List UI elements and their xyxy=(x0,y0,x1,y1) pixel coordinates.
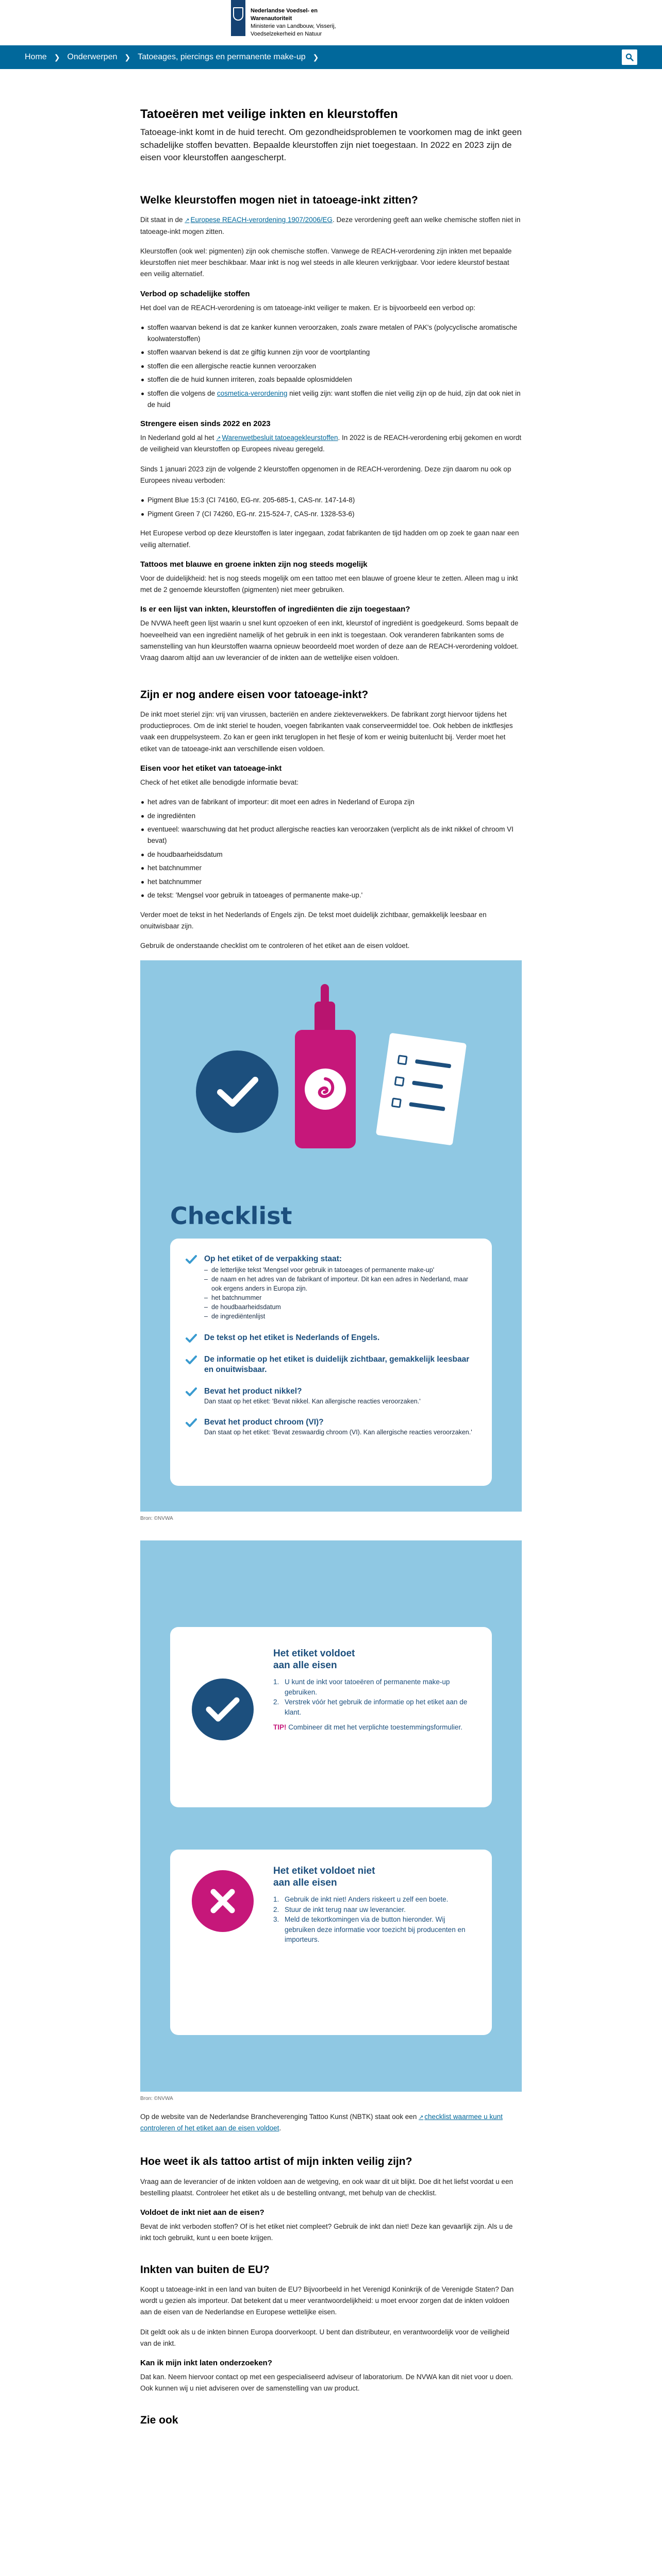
section-heading: Hoe weet ik als tattoo artist of mijn inkten veilig zijn? xyxy=(140,2156,412,2168)
section-heading: Zie ook xyxy=(140,2414,178,2426)
section-buiten-eu xyxy=(140,2263,522,2395)
list-item: stoffen die een allergische reactie kunnen veroorzaken xyxy=(140,361,522,372)
list-item: stoffen waarvan bekend is dat ze kanker kunnen veroorzaken, zoals zware metalen of PAK's (polycyclische aromatische koolwaterstoffen) xyxy=(140,322,522,344)
list-item: het batchnummer xyxy=(140,862,522,874)
list-item: stoffen die volgens de cosmetica-verordening niet veilig zijn: want stoffen die niet veilig zijn op de huid, zijn dat ook niet in de huid xyxy=(140,388,522,410)
list-item: Pigment Blue 15:3 (CI 74160, EG-nr. 205-685-1, CAS-nr. 147-14-8) xyxy=(140,495,522,506)
verbod-list xyxy=(140,322,522,410)
breadcrumb-onderwerpen[interactable]: Onderwerpen xyxy=(67,53,118,62)
paragraph: Check of het etiket alle benodigde informatie bevat: xyxy=(140,778,299,786)
logo-text xyxy=(251,7,349,38)
section-heading: Zijn er nog andere eisen voor tatoeage-inkt? xyxy=(140,688,369,701)
list-item: het batchnummer xyxy=(140,876,522,888)
checklist-item: Op het etiket of de verpakking staat: – de letterlijke tekst 'Mengsel voor gebruik in tatoeages of permanente make-up' – de naam en het adres van de fabrikant of importeur. Dit kan een adres in Nederland, maar ook ergens anders in Europa zijn. – het batchnummer – de houdbaarheidsdatum – de ingrediëntenlijst xyxy=(186,1254,476,1321)
list-item: stoffen die de huid kunnen irriteren, zoals bepaalde oplosmiddelen xyxy=(140,374,522,385)
breadcrumb xyxy=(25,50,326,64)
reach-verordening-link[interactable]: ↗ Europese REACH-verordening 1907/2006/EG xyxy=(185,216,333,224)
page-intro: Tatoeage-inkt komt in de huid terecht. Om gezondheidsproblemen te voorkomen mag de inkt geen schadelijke stoffen bevatten. Bepaalde kleurstoffen zijn niet toegestaan. In 2022 en 2023 zijn de eisen voor kleurstoffen aangescherpt. xyxy=(140,127,522,163)
cross-circle-icon xyxy=(192,1870,254,1932)
section-heading: Inkten van buiten de EU? xyxy=(140,2263,270,2276)
section-heading: Welke kleurstoffen mogen niet in tatoeage-inkt zitten? xyxy=(140,194,418,207)
paragraph: Het Europese verbod op deze kleurstoffen is later ingegaan, zodat fabrikanten de tijd hadden om op zoek te gaan naar een veilig alternatief. xyxy=(140,529,519,549)
result-infographic xyxy=(140,1540,522,2092)
cosmetica-verordening-link[interactable]: cosmetica-verordening xyxy=(217,389,288,397)
paragraph: Dit geldt ook als u de inkten binnen Europa doorverkoopt. U bent dan distributeur, en verantwoordelijk voor de veiligheid van de inkt. xyxy=(140,2328,509,2347)
main-content xyxy=(140,69,522,2427)
subheading: Verbod op schadelijke stoffen xyxy=(140,289,250,298)
subheading: Eisen voor het etiket van tatoeage-inkt xyxy=(140,764,282,773)
list-item: het adres van de fabrikant of importeur: dit moet een adres in Nederland of Europa zijn xyxy=(140,796,522,808)
subheading: Kan ik mijn inkt laten onderzoeken? xyxy=(140,2359,272,2368)
result-not-ok-card xyxy=(170,1850,492,2035)
paragraph: De inkt moet steriel zijn: vrij van virussen, bacteriën en andere ziekteverwekkers. De fabrikant zorgt hiervoor tijdens het productieproces. Om de inkt steriel te houden, voegen fabrikanten vaak conserveermiddel toe. Ook hebben de inktflesjes vaak een druppelsysteem. Zo kan er geen inkt teruglopen in het flesje of kom er weinig buitenlucht bij. Verder moet het etiket van de tatoeage-inkt aan verschillende eisen voldoen. xyxy=(140,710,513,753)
check-icon xyxy=(186,1255,197,1264)
ink-bottle-cap xyxy=(315,1002,335,1032)
nbtk-checklist-link[interactable]: ↗ checklist waarmee u kunt controleren of het etiket aan de eisen voldoet xyxy=(140,2113,503,2132)
paragraph: Dat kan. Neem hiervoor contact op met een gespecialiseerd adviseur of laboratorium. De NVWA kan dit niet voor u doen. Ook kunnen wij u niet adviseren over de samenstelling van uw product. xyxy=(140,2373,513,2393)
check-icon xyxy=(186,1355,197,1365)
section-tattoo-artist xyxy=(140,2155,522,2244)
checklist-item: Bevat het product chroom (VI)? Dan staat op het etiket: 'Bevat zeswaardig chroom (VI). Kan allergische reacties veroorzaken.' xyxy=(186,1417,476,1437)
checklist-item: De tekst op het etiket is Nederlands of Engels. xyxy=(186,1333,476,1343)
document-checklist-icon xyxy=(376,1032,467,1145)
breadcrumb-bar xyxy=(0,45,662,69)
paragraph: Sinds 1 januari 2023 zijn de volgende 2 kleurstoffen opgenomen in de REACH-verordening. Deze zijn daarom nu ook op Europees niveau verboden: xyxy=(140,465,511,484)
paragraph: Gebruik de onderstaande checklist om te controleren of het etiket aan de eisen voldoet. xyxy=(140,942,410,950)
list-item: Pigment Green 7 (CI 74260, EG-nr. 215-524-7, CAS-nr. 1328-53-6) xyxy=(140,509,522,520)
list-item: de ingrediënten xyxy=(140,810,522,822)
rijksoverheid-logo-bar xyxy=(231,0,245,36)
checklist-card xyxy=(170,1239,492,1486)
org-name-line2: Warenautoriteit xyxy=(251,15,292,22)
checklist-title: Checklist xyxy=(170,1201,292,1230)
list-item: de houdbaarheidsdatum xyxy=(140,849,522,860)
paragraph: Dit staat in de ↗ Europese REACH-verordening 1907/2006/EG. Deze verordening geeft aan welke chemische stoffen niet in tatoeage-inkt mogen zitten. xyxy=(140,214,522,238)
paragraph: De NVWA heeft geen lijst waarin u snel kunt opzoeken of een inkt, kleurstof of ingrediënt is goedgekeurd. Soms bepaalt de hoeveelheid van een ingrediënt namelijk of het gebruik in een inkt is toegestaan. Ook veranderen fabrikanten soms de samenstelling van hun kleurstoffen waarna opnieuw beoordeeld moet worden of deze aan de REACH-verordening voldoet. Vraag daarom altijd aan uw leverancier of de inkten aan de wettelijke eisen voldoen. xyxy=(140,619,519,662)
search-button[interactable] xyxy=(622,49,637,65)
check-icon xyxy=(186,1418,197,1428)
checklist-item: Bevat het product nikkel? Dan staat op het etiket: 'Bevat nikkel. Kan allergische reacties veroorzaken.' xyxy=(186,1386,476,1406)
paragraph: Het doel van de REACH-verordening is om tatoeage-inkt veiliger te maken. Er is bijvoorbeeld een verbod op: xyxy=(140,303,475,312)
image-source: Bron: ©NVWA xyxy=(140,2095,173,2102)
ministry-line2: Voedselzekerheid en Natuur xyxy=(251,30,322,37)
check-icon xyxy=(186,1334,197,1343)
subheading: Tattoos met blauwe en groene inkten zijn nog steeds mogelijk xyxy=(140,560,368,569)
swirl-icon xyxy=(305,1069,346,1110)
chevron-right-icon: ❯ xyxy=(124,53,131,61)
subheading: Voldoet de inkt niet aan de eisen? xyxy=(140,2208,264,2217)
paragraph: Vraag aan de leverancier of de inkten voldoen aan de wetgeving, en ook waar dit uit blijkt. Doe dit het liefst voordat u een bestelling plaatst. Controleer het etiket als u de bestelling ontvangt, met behulp van de checklist. xyxy=(140,2177,513,2197)
chevron-right-icon: ❯ xyxy=(312,53,319,61)
chevron-right-icon: ❯ xyxy=(54,53,60,61)
paragraph: Koopt u tatoeage-inkt in een land van buiten de EU? Bijvoorbeeld in het Verenigd Koninkrijk of de Verenigde Staten? Dan wordt u gezien als importeur. Dat betekent dat u meer verantwoordelijkheid: u moet ervoor zorgen dat de inkten voldoen aan de eisen van de Nederlandse en Europese wettelijke eisen. xyxy=(140,2285,514,2316)
section-kleurstoffen xyxy=(140,193,522,664)
result-ok-card xyxy=(170,1627,492,1807)
nvwa-logo[interactable] xyxy=(231,0,344,45)
list-item: de tekst: 'Mengsel voor gebruik in tatoeages of permanente make-up.' xyxy=(140,890,522,901)
checklist-infographic xyxy=(140,960,522,1512)
pigment-list xyxy=(140,495,522,519)
list-item: stoffen waarvan bekend is dat ze giftig kunnen zijn voor de voortplanting xyxy=(140,347,522,358)
ministry-line1: Ministerie van Landbouw, Visserij, xyxy=(251,23,336,29)
page-title: Tatoeëren met veilige inkten en kleurstoffen xyxy=(140,107,398,121)
org-name-line1: Nederlandse Voedsel- en xyxy=(251,8,318,14)
subheading: Strengere eisen sinds 2022 en 2023 xyxy=(140,419,271,429)
site-header xyxy=(0,0,662,45)
section-zie-ook xyxy=(140,2413,522,2427)
checkmark-circle-icon xyxy=(196,1050,278,1133)
section-andere-eisen xyxy=(140,688,522,952)
breadcrumb-current[interactable]: Tatoeages, piercings en permanente make-up xyxy=(138,53,306,62)
paragraph: In Nederland gold al het ↗ Warenwetbesluit tatoeagekleurstoffen. In 2022 is de REACH-verordening erbij gekomen en wordt de veiligheid van kleurstoffen op Europees niveau geregeld. xyxy=(140,432,522,455)
warenwetbesluit-link[interactable]: ↗ Warenwetbesluit tatoeagekleurstoffen xyxy=(216,434,338,442)
check-circle-icon xyxy=(192,1679,254,1740)
etiket-list xyxy=(140,796,522,901)
paragraph: Kleurstoffen (ook wel: pigmenten) zijn ook chemische stoffen. Vanwege de REACH-verordening zijn inkten met bepaalde kleurstoffen niet meer beschikbaar. Maar inkt is nog wel steeds in alle kleuren verkrijgbaar. Voor iedere kleurstof bestaat een veilig alternatief. xyxy=(140,247,512,278)
crest-icon xyxy=(233,7,243,21)
subheading: Is er een lijst van inkten, kleurstoffen of ingrediënten die zijn toegestaan? xyxy=(140,605,410,614)
list-item: eventueel: waarschuwing dat het product allergische reacties kan veroorzaken (verplicht als de inkt nikkel of chroom VI bevat) xyxy=(140,824,522,846)
image-source: Bron: ©NVWA xyxy=(140,1515,173,1521)
paragraph: Verder moet de tekst in het Nederlands of Engels zijn. De tekst moet duidelijk zichtbaar, gemakkelijk leesbaar en onuitwisbaar zijn. xyxy=(140,910,487,930)
result-not-ok-text: Het etiket voldoet niet aan alle eisen 1. Gebruik de inkt niet! Anders riskeert u zelf een boete. 2. Stuur de inkt terug naar uw leverancier. 3. Meld de tekortkomingen via de button hieronder. Wij gebruiken deze informatie voor toezicht bij producenten en importeurs. xyxy=(273,1865,466,1944)
search-icon xyxy=(625,53,634,61)
paragraph: Voor de duidelijkheid: het is nog steeds mogelijk om een tattoo met een blauwe of groene kleur te zetten. Alleen mag u inkt met de 2 genoemde kleurstoffen (pigmenten) niet meer gebruiken. xyxy=(140,574,518,594)
result-ok-text: Het etiket voldoet aan alle eisen 1. U kunt de inkt voor tatoeëren of permanente make-up gebruiken. 2. Verstrek vóór het gebruik de informatie op het etiket aan de klant. TIP! Combineer dit met het verplichte toestemmingsformulier. xyxy=(273,1648,468,1732)
paragraph: Op de website van de Nederlandse Brancheverenging Tattoo Kunst (NBTK) staat ook een ↗ checklist waarmee u kunt controleren of het etiket aan de eisen voldoet. xyxy=(140,2111,522,2134)
checklist-item: De informatie op het etiket is duidelijk zichtbaar, gemakkelijk leesbaar en onuitwisbaar. xyxy=(186,1354,476,1375)
paragraph: Bevat de inkt verboden stoffen? Of is het etiket niet compleet? Gebruik de inkt dan niet! Deze kan gevaarlijk zijn. Als u de inkt toch gebruikt, kunt u een boete krijgen. xyxy=(140,2223,513,2242)
breadcrumb-home[interactable]: Home xyxy=(25,53,47,62)
check-icon xyxy=(186,1387,197,1397)
